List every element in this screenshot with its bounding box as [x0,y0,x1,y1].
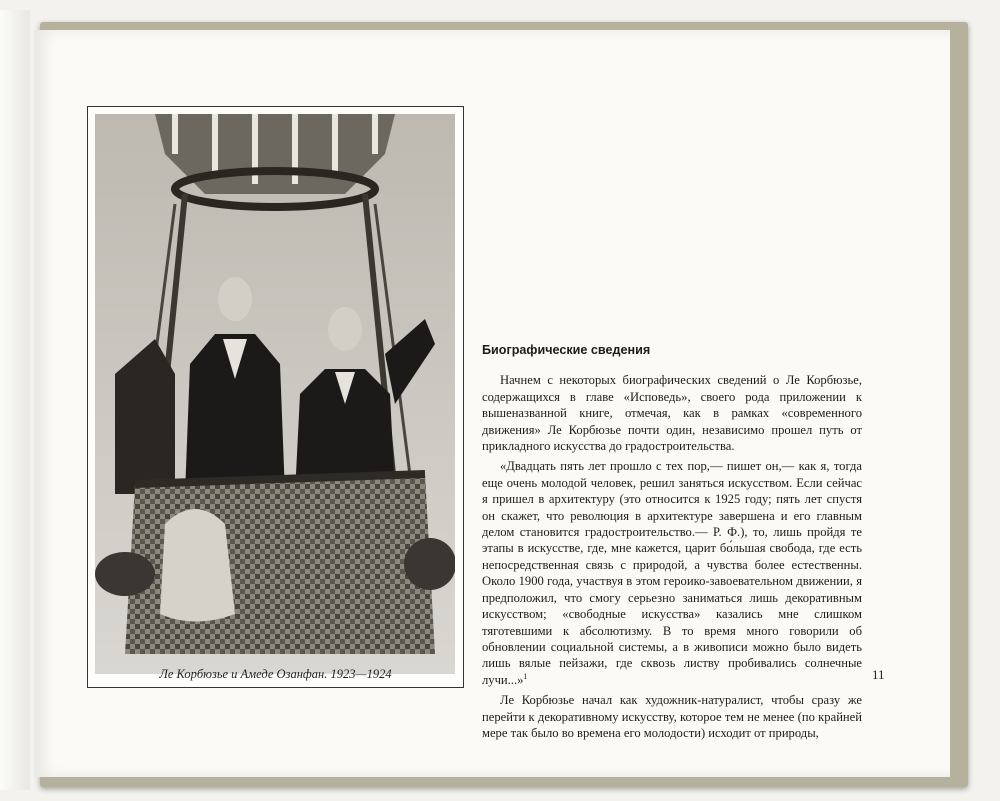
paragraph-quote [482,458,862,688]
photo-caption: Ле Корбюзье и Амеде Озанфан. 1923—1924 [159,667,392,681]
paragraph: Начнем с некоторых биографических сведений о Ле Корбюзье, содержащихся в главе «Исповедь», своего рода приложении к вышеназванной книге, отмечая, как в рамках «современного движения» Ле Корбюзье почти один, независимо прошел путь от прикладного искусства до градостроительства. [482,373,862,454]
article-text [482,342,862,745]
footnote-mark: 1 [523,671,528,681]
photo-illustration [95,114,455,674]
photo-frame [87,106,464,688]
section-heading: Биографические сведения [482,343,651,357]
balloon-photograph [95,114,455,674]
page-number: 11 [872,667,885,682]
quote-text: «Двадцать пять лет прошло с тех пор,— пишет он,— как я, тогда еще очень молодой человек, решил заняться искусством. Если сейчас я пришел в архитектуру (это относится к 1925 году; пять лет спустя он скажет, что революция в архитектуре завершена и его главным делом становится градостроительство.— Р. Ф.), то, лишь пройдя те этапы в искусстве, где, мне кажется, царит бо́льшая свобода, где есть непосредственная связь с природой, а чувства более естественны. Около 1900 года, участвуя в этом героико-завоевательном движении, я предположил, что смогу серьезно заниматься лишь декоративным искусством; «свободные искусства» казались мне слишком тяготевшими к абсолютизму. В то время много говорили об обновлении социальной системы, а в живописи можно было видеть лишь вялые пейзажи, где сквозь листву пробивались солнечные лучи...» [482,459,862,687]
book-spine-edge [0,10,30,790]
paragraph: Ле Корбюзье начал как художник-натуралист, чтобы сразу же перейти к декоративному искусству, которое тем не менее (по крайней мере так было во времена его молодости) исходит от природы, [482,693,862,740]
